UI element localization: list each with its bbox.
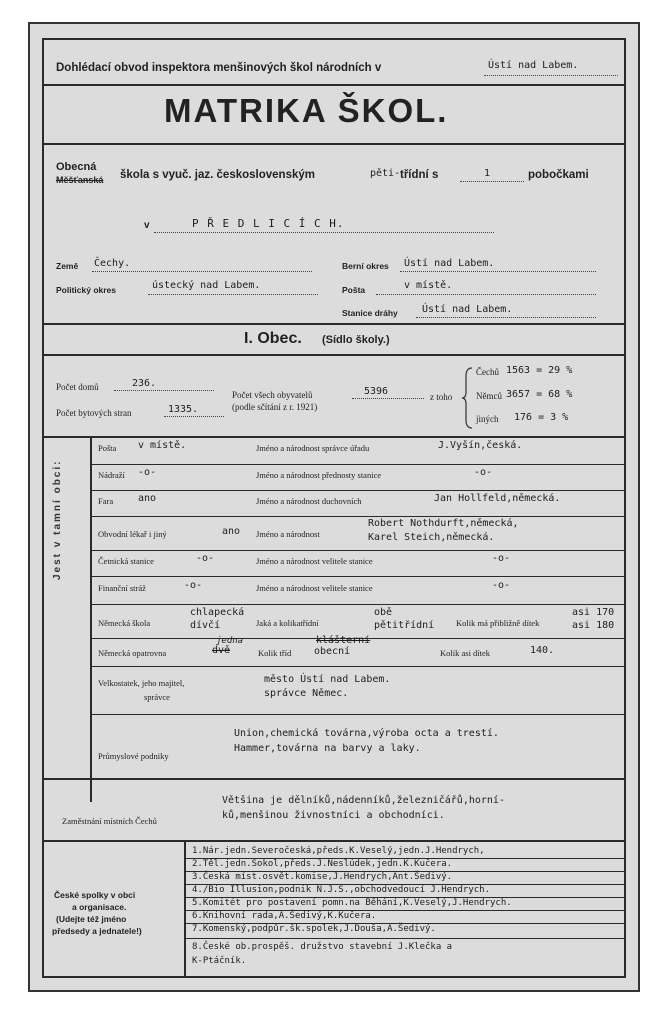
opatrovna-value2-struck: klášterní	[316, 635, 371, 646]
spolek-item: 5.Komitét pro postavení pomn.na Běhání,K.Veselý,J.Hendrych.	[192, 898, 512, 908]
stanice-drahy-label: Stanice dráhy	[342, 308, 398, 318]
berni-okres-value: Ústí nad Labem.	[404, 258, 495, 269]
z-toho-label: z toho	[430, 392, 453, 402]
prumysl-value-b: Hammer,továrna na barvy a laky.	[234, 743, 421, 754]
velkostatek-label-b: správce	[144, 692, 170, 702]
row-cetnicka-value2: -o-	[492, 553, 511, 564]
zamestnani-label: Zaměstnání místních Čechů	[62, 816, 157, 826]
obyvatel-label: Počet všech obyvatelů	[232, 390, 313, 400]
opatrovna-value3: 140.	[530, 645, 555, 656]
cechu-value: 1563 = 29 %	[506, 365, 573, 376]
row-nadrazi-label2: Jméno a národnost přednosty stanice	[256, 470, 382, 480]
zamestnani-value-b: ků,menšinou živnostníci a obchodníci.	[222, 810, 445, 821]
posta-value: v místě.	[404, 280, 453, 291]
row-lekar-value: ano	[222, 526, 241, 537]
nemecka-skola-value3-a: asi 170	[572, 607, 615, 618]
district-label: Dohlédací obvod inspektora menšinových škol národních v	[56, 62, 382, 74]
row-cetnicka-label2: Jméno a národnost velitele stanice	[256, 556, 373, 566]
document-page	[28, 22, 640, 992]
nemecka-skola-label3: Kolik má přibližně dítek	[456, 618, 540, 628]
row-posta-value2: J.Vyšín,česká.	[438, 440, 523, 451]
school-language-line: škola s vyuč. jaz. československým	[120, 169, 315, 181]
opatrovna-label2: Kolik tříd	[258, 648, 292, 658]
nemecka-skola-value2-b: pětitřídní	[374, 620, 435, 631]
row-fara-label: Fara	[98, 496, 114, 506]
spolek-item: 1.Nár.jedn.Severočeská,předs.K.Veselý,jedn.J.Hendrych,	[192, 846, 485, 856]
opatrovna-value2: obecní	[314, 646, 351, 657]
jinych-value: 176 = 3 %	[514, 412, 569, 423]
district-value: Ústí nad Labem.	[488, 60, 579, 71]
velkostatek-label-a: Velkostatek, jeho majitel,	[98, 678, 185, 688]
nemcu-value: 3657 = 68 %	[506, 389, 573, 400]
velkostatek-value-b: správce Němec.	[264, 688, 349, 699]
domu-label: Počet domů	[56, 382, 99, 392]
spolek-item: 8.České ob.prospěš. družstvo stavební J.Klečka a	[192, 942, 453, 952]
side-label: Jest v tamní obci:	[52, 459, 63, 580]
row-posta-label2: Jméno a národnost správce úřadu	[256, 443, 370, 453]
berni-okres-label: Berní okres	[342, 261, 389, 271]
obec-heading-sub: (Sídlo školy.)	[322, 334, 390, 346]
row-financni-label2: Jméno a národnost velitele stanice	[256, 583, 373, 593]
form-title: MATRIKA ŠKOL.	[164, 92, 449, 129]
row-lekar-value2b: Karel Steich,německá.	[368, 532, 495, 543]
opatrovna-value-struck: dvě	[212, 645, 231, 656]
place-prefix: v	[144, 220, 150, 231]
spolek-item: 2.Těl.jedn.Sokol,předs.J.Neslúdek,jedn.K.Kučera.	[192, 859, 453, 869]
row-posta-value: v místě.	[138, 440, 187, 451]
bytovych-stran-value: 1335.	[168, 404, 199, 415]
school-class-label: třídní s	[400, 169, 439, 181]
opatrovna-value-hand: jedna	[216, 636, 244, 646]
school-branches-label: pobočkami	[528, 169, 589, 181]
posta-label: Pošta	[342, 285, 366, 295]
row-financni-value2: -o-	[492, 580, 511, 591]
nemecka-skola-label2: Jaká a kolikatřídní	[256, 618, 319, 628]
bytovych-stran-label: Počet bytových stran	[56, 408, 132, 418]
row-nadrazi-value2: -o-	[474, 467, 493, 478]
row-cetnicka-value: -o-	[196, 553, 215, 564]
polit-okres-label: Politický okres	[56, 285, 117, 295]
polit-okres-value: ústecký nad Labem.	[152, 280, 261, 291]
velkostatek-value-a: město Ústí nad Labem.	[264, 674, 391, 685]
row-lekar-value2: Robert Nothdurft,německá,	[368, 518, 519, 529]
row-financni-value: -o-	[184, 580, 203, 591]
jinych-label: jiných	[476, 414, 499, 424]
school-place: P Ř E D L I C Í C H.	[192, 217, 345, 230]
spolky-label-b: a organisace.	[72, 902, 127, 912]
nemecka-skola-value2-a: obě	[374, 607, 393, 618]
form-frame	[42, 38, 626, 978]
row-lekar-label2: Jméno a národnost	[256, 529, 320, 539]
prumysl-value-a: Union,chemická továrna,výroba octa a trestí.	[234, 728, 499, 739]
spolek-item: K-Ptáčník.	[192, 956, 247, 966]
school-type-obecna: Obecná	[56, 161, 97, 173]
nemecka-skola-label: Německá škola	[98, 618, 151, 628]
obyvatel-value: 5396	[364, 386, 389, 397]
row-nadrazi-label: Nádraží	[98, 470, 125, 480]
stanice-drahy-value: Ústí nad Labem.	[422, 304, 513, 315]
row-cetnicka-label: Četnická stanice	[98, 556, 154, 566]
spolky-label-c: (Udejte též jméno	[56, 914, 127, 924]
school-branches: 1	[484, 168, 491, 179]
nemecka-skola-value-b: dívčí	[190, 620, 221, 631]
spolek-item: 7.Komenský,podpůr.šk.spolek,J.Douša,A.Šedivý.	[192, 924, 436, 934]
prumysl-label: Průmyslové podniky	[98, 751, 169, 761]
row-financni-label: Finanční stráž	[98, 583, 146, 593]
opatrovna-label3: Kolik asi dítek	[440, 648, 491, 658]
spolky-label-a: České spolky v obci	[54, 890, 136, 900]
obec-heading: I. Obec.	[244, 330, 302, 347]
obyvatel-sub: (podle sčítání z r. 1921)	[232, 402, 318, 412]
spolky-label-d: předsedy a jednatele!)	[52, 926, 142, 936]
row-posta-label: Pošta	[98, 443, 117, 453]
row-fara-value: ano	[138, 493, 157, 504]
zeme-label: Země	[56, 261, 79, 271]
brace-icon	[462, 366, 474, 430]
row-nadrazi-value: -o-	[138, 467, 157, 478]
nemcu-label: Němců	[476, 391, 502, 401]
cechu-label: Čechů	[476, 367, 499, 377]
spolek-item: 3.Česká míst.osvět.komise,J.Hendrych,Ant.Šedivý.	[192, 872, 453, 882]
domu-value: 236.	[132, 378, 157, 389]
school-grades: pěti-	[370, 168, 401, 179]
school-type-struck: Měšťanská	[56, 175, 104, 185]
nemecka-skola-value3-b: asi 180	[572, 620, 615, 631]
zeme-value: Čechy.	[94, 258, 131, 269]
zamestnani-value-a: Většina je dělníků,nádenníků,železničářů,horní-	[222, 795, 505, 806]
row-lekar-label: Obvodní lékař i jiný	[98, 529, 167, 539]
spolek-item: 4./Bio Illusion,podnik N.J.S.,obchodvedoucí J.Hendrych.	[192, 885, 491, 895]
row-fara-value2: Jan Hollfeld,německá.	[434, 493, 561, 504]
spolek-item: 6.Knihovní rada,A.Šedivý,K.Kučera.	[192, 911, 377, 921]
opatrovna-label: Německá opatrovna	[98, 648, 167, 658]
nemecka-skola-value-a: chlapecká	[190, 607, 245, 618]
row-fara-label2: Jméno a národnost duchovních	[256, 496, 362, 506]
